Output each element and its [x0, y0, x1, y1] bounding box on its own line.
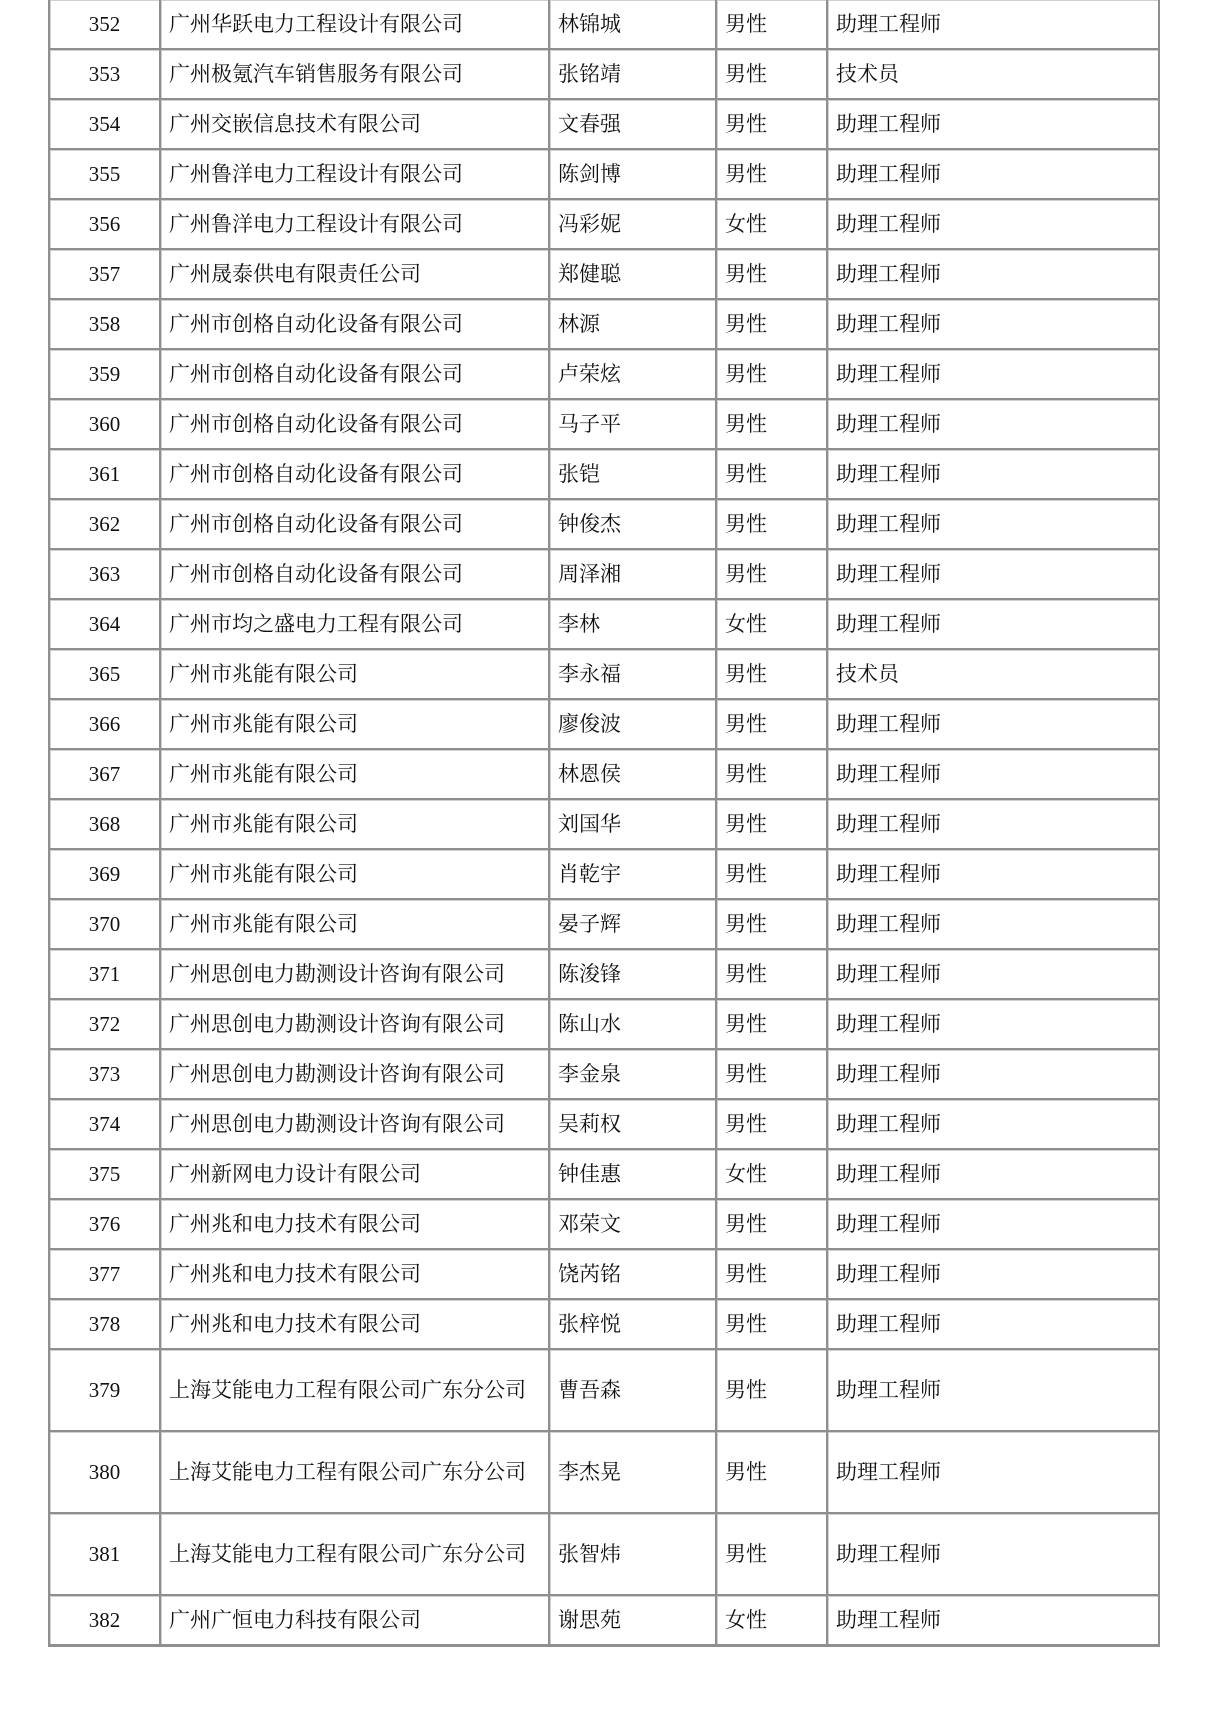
- company-cell: 广州思创电力勘测设计咨询有限公司: [161, 1048, 550, 1098]
- company-cell: 广州思创电力勘测设计咨询有限公司: [161, 998, 550, 1048]
- job-title-cell: 助理工程师: [828, 948, 1160, 998]
- job-title-cell: 助理工程师: [828, 0, 1160, 48]
- row-number-cell: 359: [50, 348, 161, 398]
- row-number-cell: 378: [50, 1298, 161, 1348]
- job-title-cell: 助理工程师: [828, 1198, 1160, 1248]
- roster-table: [48, 0, 1160, 1647]
- roster-table-body: [50, 0, 1160, 1644]
- table-row: [50, 448, 1160, 498]
- person-name-cell: 肖乾宇: [550, 848, 717, 898]
- table-row: [50, 1248, 1160, 1298]
- job-title-cell: 助理工程师: [828, 1298, 1160, 1348]
- person-name-cell: 周泽湘: [550, 548, 717, 598]
- person-name-cell: 李林: [550, 598, 717, 648]
- table-row: [50, 348, 1160, 398]
- job-title-cell: 助理工程师: [828, 98, 1160, 148]
- row-number-cell: 363: [50, 548, 161, 598]
- company-cell: 广州华跃电力工程设计有限公司: [161, 0, 550, 48]
- job-title-cell: 助理工程师: [828, 598, 1160, 648]
- job-title-cell: 助理工程师: [828, 748, 1160, 798]
- company-cell: 广州新网电力设计有限公司: [161, 1148, 550, 1198]
- person-name-cell: 马子平: [550, 398, 717, 448]
- job-title-cell: 助理工程师: [828, 1048, 1160, 1098]
- company-cell: 广州市创格自动化设备有限公司: [161, 498, 550, 548]
- gender-cell: 女性: [717, 1148, 828, 1198]
- person-name-cell: 曹吾森: [550, 1348, 717, 1430]
- job-title-cell: 助理工程师: [828, 1098, 1160, 1148]
- gender-cell: 女性: [717, 1594, 828, 1644]
- person-name-cell: 陈浚锋: [550, 948, 717, 998]
- company-cell: 广州市创格自动化设备有限公司: [161, 548, 550, 598]
- row-number-cell: 358: [50, 298, 161, 348]
- person-name-cell: 张智炜: [550, 1512, 717, 1594]
- row-number-cell: 364: [50, 598, 161, 648]
- job-title-cell: 助理工程师: [828, 298, 1160, 348]
- table-row: [50, 298, 1160, 348]
- row-number-cell: 368: [50, 798, 161, 848]
- job-title-cell: 助理工程师: [828, 348, 1160, 398]
- row-number-cell: 365: [50, 648, 161, 698]
- table-row: [50, 748, 1160, 798]
- gender-cell: 女性: [717, 198, 828, 248]
- company-cell: 广州极氪汽车销售服务有限公司: [161, 48, 550, 98]
- row-number-cell: 379: [50, 1348, 161, 1430]
- company-cell: 广州思创电力勘测设计咨询有限公司: [161, 948, 550, 998]
- job-title-cell: 助理工程师: [828, 148, 1160, 198]
- person-name-cell: 晏子辉: [550, 898, 717, 948]
- person-name-cell: 文春强: [550, 98, 717, 148]
- row-number-cell: 380: [50, 1430, 161, 1512]
- gender-cell: 男性: [717, 898, 828, 948]
- gender-cell: 男性: [717, 1430, 828, 1512]
- table-row: [50, 798, 1160, 848]
- table-row: [50, 1430, 1160, 1512]
- job-title-cell: 助理工程师: [828, 1348, 1160, 1430]
- person-name-cell: 张铭靖: [550, 48, 717, 98]
- company-cell: 广州市兆能有限公司: [161, 748, 550, 798]
- table-row: [50, 198, 1160, 248]
- gender-cell: 男性: [717, 798, 828, 848]
- row-number-cell: 360: [50, 398, 161, 448]
- job-title-cell: 助理工程师: [828, 1248, 1160, 1298]
- person-name-cell: 钟佳惠: [550, 1148, 717, 1198]
- company-cell: 广州晟泰供电有限责任公司: [161, 248, 550, 298]
- row-number-cell: 381: [50, 1512, 161, 1594]
- gender-cell: 男性: [717, 548, 828, 598]
- person-name-cell: 邓荣文: [550, 1198, 717, 1248]
- company-cell: 上海艾能电力工程有限公司广东分公司: [161, 1430, 550, 1512]
- company-cell: 广州兆和电力技术有限公司: [161, 1248, 550, 1298]
- company-cell: 广州市兆能有限公司: [161, 848, 550, 898]
- company-cell: 广州市兆能有限公司: [161, 798, 550, 848]
- job-title-cell: 助理工程师: [828, 1594, 1160, 1644]
- person-name-cell: 李杰晃: [550, 1430, 717, 1512]
- row-number-cell: 352: [50, 0, 161, 48]
- job-title-cell: 助理工程师: [828, 248, 1160, 298]
- person-name-cell: 卢荣炫: [550, 348, 717, 398]
- company-cell: 广州市兆能有限公司: [161, 898, 550, 948]
- job-title-cell: 助理工程师: [828, 198, 1160, 248]
- table-row: [50, 698, 1160, 748]
- person-name-cell: 陈山水: [550, 998, 717, 1048]
- table-row: [50, 1298, 1160, 1348]
- person-name-cell: 林锦城: [550, 0, 717, 48]
- person-name-cell: 钟俊杰: [550, 498, 717, 548]
- job-title-cell: 助理工程师: [828, 498, 1160, 548]
- table-row: [50, 1348, 1160, 1430]
- gender-cell: 男性: [717, 348, 828, 398]
- company-cell: 广州广恒电力科技有限公司: [161, 1594, 550, 1644]
- gender-cell: 男性: [717, 1248, 828, 1298]
- person-name-cell: 林恩侯: [550, 748, 717, 798]
- gender-cell: 男性: [717, 698, 828, 748]
- gender-cell: 男性: [717, 398, 828, 448]
- person-name-cell: 陈剑博: [550, 148, 717, 198]
- gender-cell: 男性: [717, 748, 828, 798]
- company-cell: 广州鲁洋电力工程设计有限公司: [161, 198, 550, 248]
- gender-cell: 男性: [717, 498, 828, 548]
- company-cell: 广州兆和电力技术有限公司: [161, 1298, 550, 1348]
- job-title-cell: 助理工程师: [828, 1430, 1160, 1512]
- row-number-cell: 369: [50, 848, 161, 898]
- table-row: [50, 1512, 1160, 1594]
- table-row: [50, 598, 1160, 648]
- table-row: [50, 1594, 1160, 1644]
- company-cell: 广州市均之盛电力工程有限公司: [161, 598, 550, 648]
- job-title-cell: 助理工程师: [828, 398, 1160, 448]
- gender-cell: 女性: [717, 598, 828, 648]
- gender-cell: 男性: [717, 298, 828, 348]
- row-number-cell: 373: [50, 1048, 161, 1098]
- table-row: [50, 0, 1160, 48]
- row-number-cell: 375: [50, 1148, 161, 1198]
- gender-cell: 男性: [717, 248, 828, 298]
- person-name-cell: 饶芮铭: [550, 1248, 717, 1298]
- job-title-cell: 助理工程师: [828, 548, 1160, 598]
- row-number-cell: 357: [50, 248, 161, 298]
- table-row: [50, 998, 1160, 1048]
- gender-cell: 男性: [717, 1348, 828, 1430]
- gender-cell: 男性: [717, 148, 828, 198]
- table-row: [50, 98, 1160, 148]
- row-number-cell: 355: [50, 148, 161, 198]
- row-number-cell: 376: [50, 1198, 161, 1248]
- gender-cell: 男性: [717, 1198, 828, 1248]
- gender-cell: 男性: [717, 48, 828, 98]
- row-number-cell: 372: [50, 998, 161, 1048]
- row-number-cell: 374: [50, 1098, 161, 1148]
- company-cell: 上海艾能电力工程有限公司广东分公司: [161, 1348, 550, 1430]
- company-cell: 广州市创格自动化设备有限公司: [161, 298, 550, 348]
- row-number-cell: 356: [50, 198, 161, 248]
- person-name-cell: 谢思苑: [550, 1594, 717, 1644]
- job-title-cell: 助理工程师: [828, 1512, 1160, 1594]
- gender-cell: 男性: [717, 1298, 828, 1348]
- person-name-cell: 郑健聪: [550, 248, 717, 298]
- job-title-cell: 技术员: [828, 648, 1160, 698]
- table-row: [50, 898, 1160, 948]
- table-row: [50, 148, 1160, 198]
- table-row: [50, 848, 1160, 898]
- job-title-cell: 助理工程师: [828, 848, 1160, 898]
- table-row: [50, 948, 1160, 998]
- table-row: [50, 648, 1160, 698]
- company-cell: 广州思创电力勘测设计咨询有限公司: [161, 1098, 550, 1148]
- gender-cell: 男性: [717, 998, 828, 1048]
- job-title-cell: 技术员: [828, 48, 1160, 98]
- person-name-cell: 吴莉权: [550, 1098, 717, 1148]
- table-row: [50, 548, 1160, 598]
- person-name-cell: 张梓悦: [550, 1298, 717, 1348]
- company-cell: 广州交嵌信息技术有限公司: [161, 98, 550, 148]
- gender-cell: 男性: [717, 1098, 828, 1148]
- person-name-cell: 刘国华: [550, 798, 717, 848]
- job-title-cell: 助理工程师: [828, 698, 1160, 748]
- company-cell: 广州市兆能有限公司: [161, 698, 550, 748]
- table-row: [50, 498, 1160, 548]
- gender-cell: 男性: [717, 0, 828, 48]
- row-number-cell: 362: [50, 498, 161, 548]
- company-cell: 上海艾能电力工程有限公司广东分公司: [161, 1512, 550, 1594]
- row-number-cell: 377: [50, 1248, 161, 1298]
- company-cell: 广州市创格自动化设备有限公司: [161, 448, 550, 498]
- row-number-cell: 353: [50, 48, 161, 98]
- row-number-cell: 361: [50, 448, 161, 498]
- gender-cell: 男性: [717, 648, 828, 698]
- job-title-cell: 助理工程师: [828, 1148, 1160, 1198]
- job-title-cell: 助理工程师: [828, 998, 1160, 1048]
- gender-cell: 男性: [717, 1512, 828, 1594]
- row-number-cell: 354: [50, 98, 161, 148]
- person-name-cell: 冯彩妮: [550, 198, 717, 248]
- person-name-cell: 张铠: [550, 448, 717, 498]
- gender-cell: 男性: [717, 948, 828, 998]
- row-number-cell: 370: [50, 898, 161, 948]
- company-cell: 广州市创格自动化设备有限公司: [161, 398, 550, 448]
- job-title-cell: 助理工程师: [828, 448, 1160, 498]
- person-name-cell: 林源: [550, 298, 717, 348]
- table-row: [50, 248, 1160, 298]
- row-number-cell: 382: [50, 1594, 161, 1644]
- table-row: [50, 1098, 1160, 1148]
- company-cell: 广州兆和电力技术有限公司: [161, 1198, 550, 1248]
- row-number-cell: 366: [50, 698, 161, 748]
- table-row: [50, 398, 1160, 448]
- gender-cell: 男性: [717, 98, 828, 148]
- table-row: [50, 1148, 1160, 1198]
- person-name-cell: 李金泉: [550, 1048, 717, 1098]
- person-name-cell: 李永福: [550, 648, 717, 698]
- row-number-cell: 367: [50, 748, 161, 798]
- table-row: [50, 48, 1160, 98]
- company-cell: 广州市兆能有限公司: [161, 648, 550, 698]
- company-cell: 广州鲁洋电力工程设计有限公司: [161, 148, 550, 198]
- table-row: [50, 1048, 1160, 1098]
- roster-table-container: [48, 0, 1158, 1647]
- row-number-cell: 371: [50, 948, 161, 998]
- company-cell: 广州市创格自动化设备有限公司: [161, 348, 550, 398]
- job-title-cell: 助理工程师: [828, 798, 1160, 848]
- table-row: [50, 1198, 1160, 1248]
- gender-cell: 男性: [717, 848, 828, 898]
- gender-cell: 男性: [717, 448, 828, 498]
- gender-cell: 男性: [717, 1048, 828, 1098]
- person-name-cell: 廖俊波: [550, 698, 717, 748]
- job-title-cell: 助理工程师: [828, 898, 1160, 948]
